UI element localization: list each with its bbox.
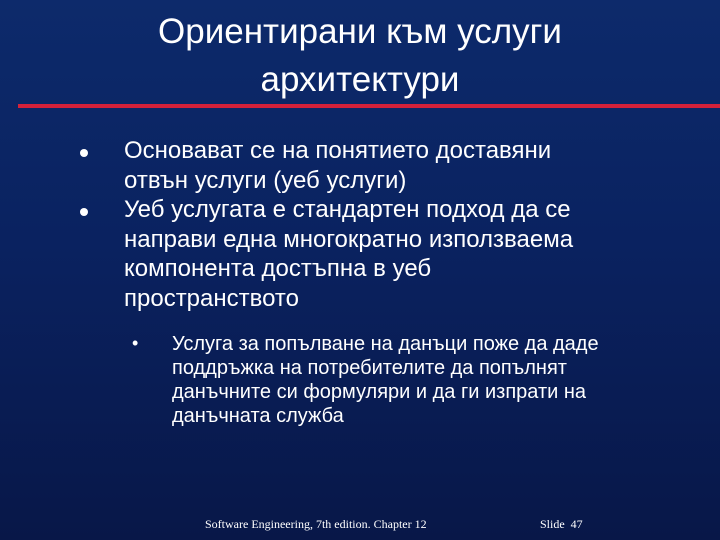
bullet-line: пространството — [124, 284, 299, 312]
title-divider — [18, 104, 720, 108]
title-line-2: архитектури — [260, 60, 460, 99]
sub-bullet-line: Услуга за попълване на данъци поже да даде — [172, 333, 599, 355]
bullet-dot-icon — [80, 208, 88, 216]
sub-bullet-line: поддръжка на потребителите да попълнят — [172, 357, 567, 379]
title-line-1: Ориентирани към услуги — [158, 12, 562, 51]
bullet-item — [76, 136, 716, 195]
footer-course: Software Engineering, 7th edition. Chapter 12 — [205, 517, 427, 531]
sub-bullet-list — [132, 332, 702, 428]
bullet-dot-icon — [80, 149, 88, 157]
bullet-line: компонента достъпна в уеб — [124, 255, 432, 282]
bullet-line: направи една многократно използваема — [124, 225, 574, 253]
sub-bullet-line: данъчните си формуляри и да ги изпрати на — [172, 381, 587, 403]
bullet-item — [76, 195, 716, 313]
slide-title — [0, 8, 720, 104]
bullet-line: Уеб услугата е стандартен подход да се — [124, 196, 571, 223]
bullet-list — [76, 136, 716, 313]
bullet-line: Основават се на понятието доставяни — [124, 137, 552, 164]
sub-bullet-dot-icon: • — [132, 333, 139, 353]
footer-slide-number: Slide 47 — [540, 517, 583, 531]
sub-bullet-item — [132, 332, 702, 428]
bullet-line: отвън услуги (уеб услуги) — [124, 166, 407, 194]
sub-bullet-line: данъчната служба — [172, 405, 344, 427]
